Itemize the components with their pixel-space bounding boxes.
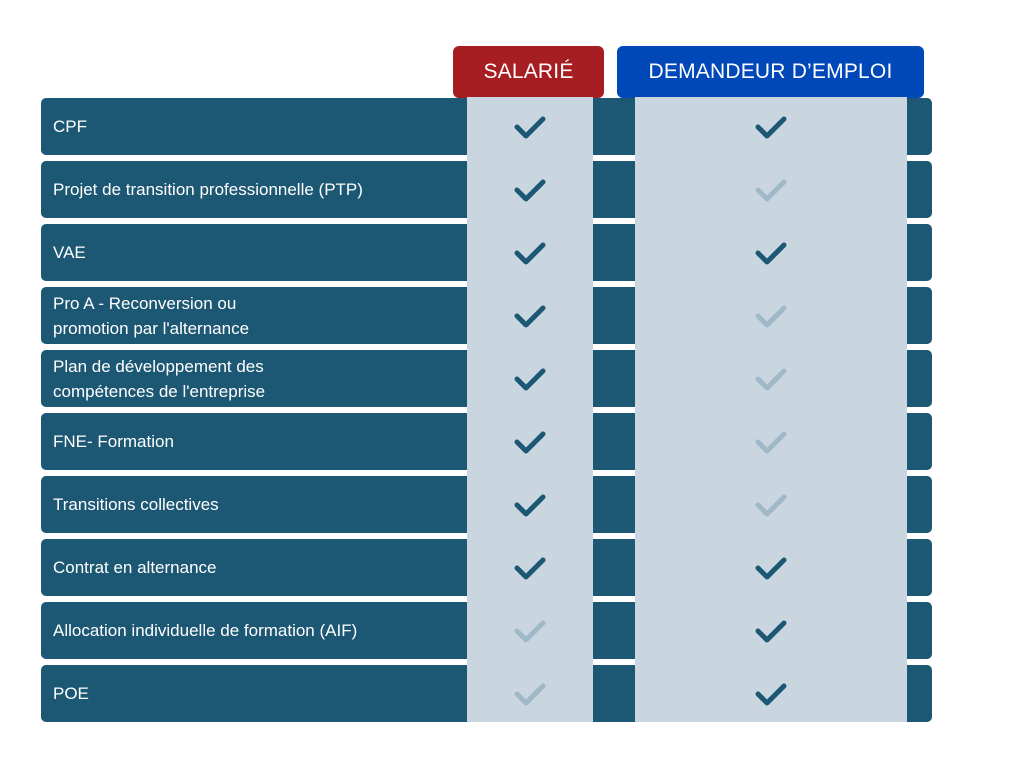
row-label: POE	[53, 684, 89, 703]
checkmark-faded-icon	[513, 618, 547, 644]
row-label: VAE	[53, 243, 86, 262]
salarie-cell	[467, 350, 593, 407]
demandeur-cell	[635, 287, 907, 344]
checkmark-icon	[754, 114, 788, 140]
table-row	[41, 287, 932, 344]
row-label: Contrat en alternance	[53, 558, 217, 577]
demandeur-column-header: DEMANDEUR D’EMPLOI	[617, 46, 924, 98]
demandeur-cell	[635, 98, 907, 155]
demandeur-cell	[635, 539, 907, 596]
table-row	[41, 413, 932, 470]
checkmark-icon	[754, 681, 788, 707]
row-label: Transitions collectives	[53, 495, 219, 514]
row-label: Pro A - Reconversion ou promotion par l'alternance	[53, 293, 250, 338]
salarie-column-header: SALARIÉ	[453, 46, 604, 98]
checkmark-icon	[513, 177, 547, 203]
demandeur-cell	[635, 476, 907, 533]
demandeur-cell	[635, 665, 907, 722]
table-row	[41, 539, 932, 596]
salarie-cell	[467, 539, 593, 596]
checkmark-icon	[754, 555, 788, 581]
salarie-cell	[467, 98, 593, 155]
row-label: Allocation individuelle de formation (AIF)	[53, 621, 358, 640]
checkmark-icon	[513, 492, 547, 518]
row-label: Projet de transition professionnelle (PTP)	[53, 180, 363, 199]
salarie-cell	[467, 665, 593, 722]
checkmark-icon	[513, 114, 547, 140]
checkmark-faded-icon	[513, 681, 547, 707]
salarie-cell	[467, 161, 593, 218]
salarie-cell	[467, 287, 593, 344]
row-label: Plan de développement des compétences de l'entreprise	[53, 356, 266, 401]
table-row	[41, 224, 932, 281]
checkmark-icon	[513, 303, 547, 329]
salarie-cell	[467, 224, 593, 281]
checkmark-faded-icon	[754, 366, 788, 392]
salarie-cell	[467, 602, 593, 659]
demandeur-cell	[635, 224, 907, 281]
demandeur-cell	[635, 350, 907, 407]
checkmark-icon	[754, 618, 788, 644]
salarie-cell	[467, 476, 593, 533]
demandeur-cell	[635, 602, 907, 659]
table-row	[41, 98, 932, 155]
checkmark-faded-icon	[754, 429, 788, 455]
checkmark-icon	[513, 366, 547, 392]
table-row	[41, 476, 932, 533]
demandeur-cell	[635, 161, 907, 218]
table-row	[41, 161, 932, 218]
checkmark-icon	[513, 555, 547, 581]
demandeur-cell	[635, 413, 907, 470]
checkmark-faded-icon	[754, 177, 788, 203]
row-label: CPF	[53, 117, 87, 136]
salarie-cell	[467, 413, 593, 470]
table-row	[41, 602, 932, 659]
row-label: FNE- Formation	[53, 432, 174, 451]
checkmark-faded-icon	[754, 492, 788, 518]
checkmark-faded-icon	[754, 303, 788, 329]
table-row	[41, 350, 932, 407]
table-row	[41, 665, 932, 722]
checkmark-icon	[513, 429, 547, 455]
checkmark-icon	[513, 240, 547, 266]
checkmark-icon	[754, 240, 788, 266]
